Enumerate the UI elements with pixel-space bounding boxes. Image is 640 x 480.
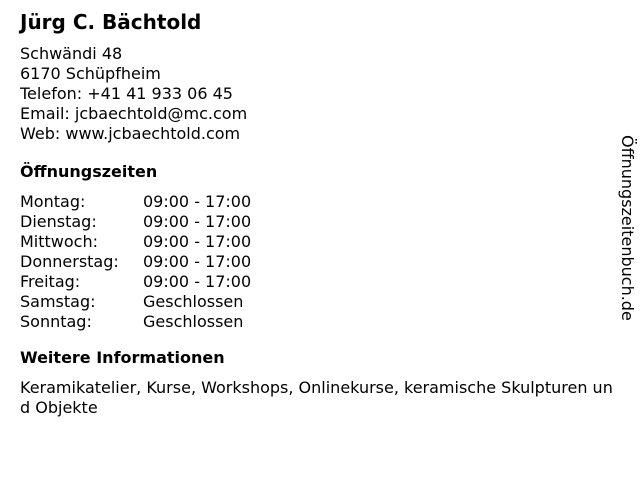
hours-time: Geschlossen — [143, 292, 244, 311]
hours-row — [20, 272, 620, 292]
hours-time: Geschlossen — [143, 312, 244, 331]
hours-row — [20, 192, 620, 212]
postal-city: 6170 Schüpfheim — [20, 64, 161, 83]
hours-time: 09:00 - 17:00 — [143, 232, 252, 251]
hours-row — [20, 292, 620, 312]
hours-row — [20, 212, 620, 232]
hours-day: Donnerstag: — [20, 252, 119, 271]
phone-line: Telefon: +41 41 933 06 45 — [20, 84, 233, 103]
hours-day: Sonntag: — [20, 312, 92, 331]
hours-time: 09:00 - 17:00 — [143, 212, 252, 231]
street-address: Schwändi 48 — [20, 44, 123, 63]
hours-day: Samstag: — [20, 292, 96, 311]
hours-row — [20, 312, 620, 332]
hours-day: Freitag: — [20, 272, 81, 291]
address-block — [20, 44, 620, 144]
hours-row — [20, 232, 620, 252]
more-info-text: Keramikatelier, Kurse, Workshops, Onlinekurse, keramische Skulpturen und Objekte — [20, 378, 613, 417]
hours-time: 09:00 - 17:00 — [143, 272, 252, 291]
opening-hours-heading: Öffnungszeiten — [20, 162, 158, 181]
hours-row — [20, 252, 620, 272]
email-line: Email: jcbaechtold@mc.com — [20, 104, 248, 123]
business-name: Jürg C. Bächtold — [20, 10, 202, 34]
opening-hours-list — [20, 192, 620, 332]
hours-time: 09:00 - 17:00 — [143, 252, 252, 271]
more-info-heading: Weitere Informationen — [20, 348, 225, 367]
business-card — [20, 9, 620, 418]
hours-day: Mittwoch: — [20, 232, 98, 251]
site-watermark: Öffnungszeitenbuch.de — [618, 135, 637, 321]
web-line: Web: www.jcbaechtold.com — [20, 124, 241, 143]
hours-day: Dienstag: — [20, 212, 97, 231]
hours-time: 09:00 - 17:00 — [143, 192, 252, 211]
hours-day: Montag: — [20, 192, 86, 211]
